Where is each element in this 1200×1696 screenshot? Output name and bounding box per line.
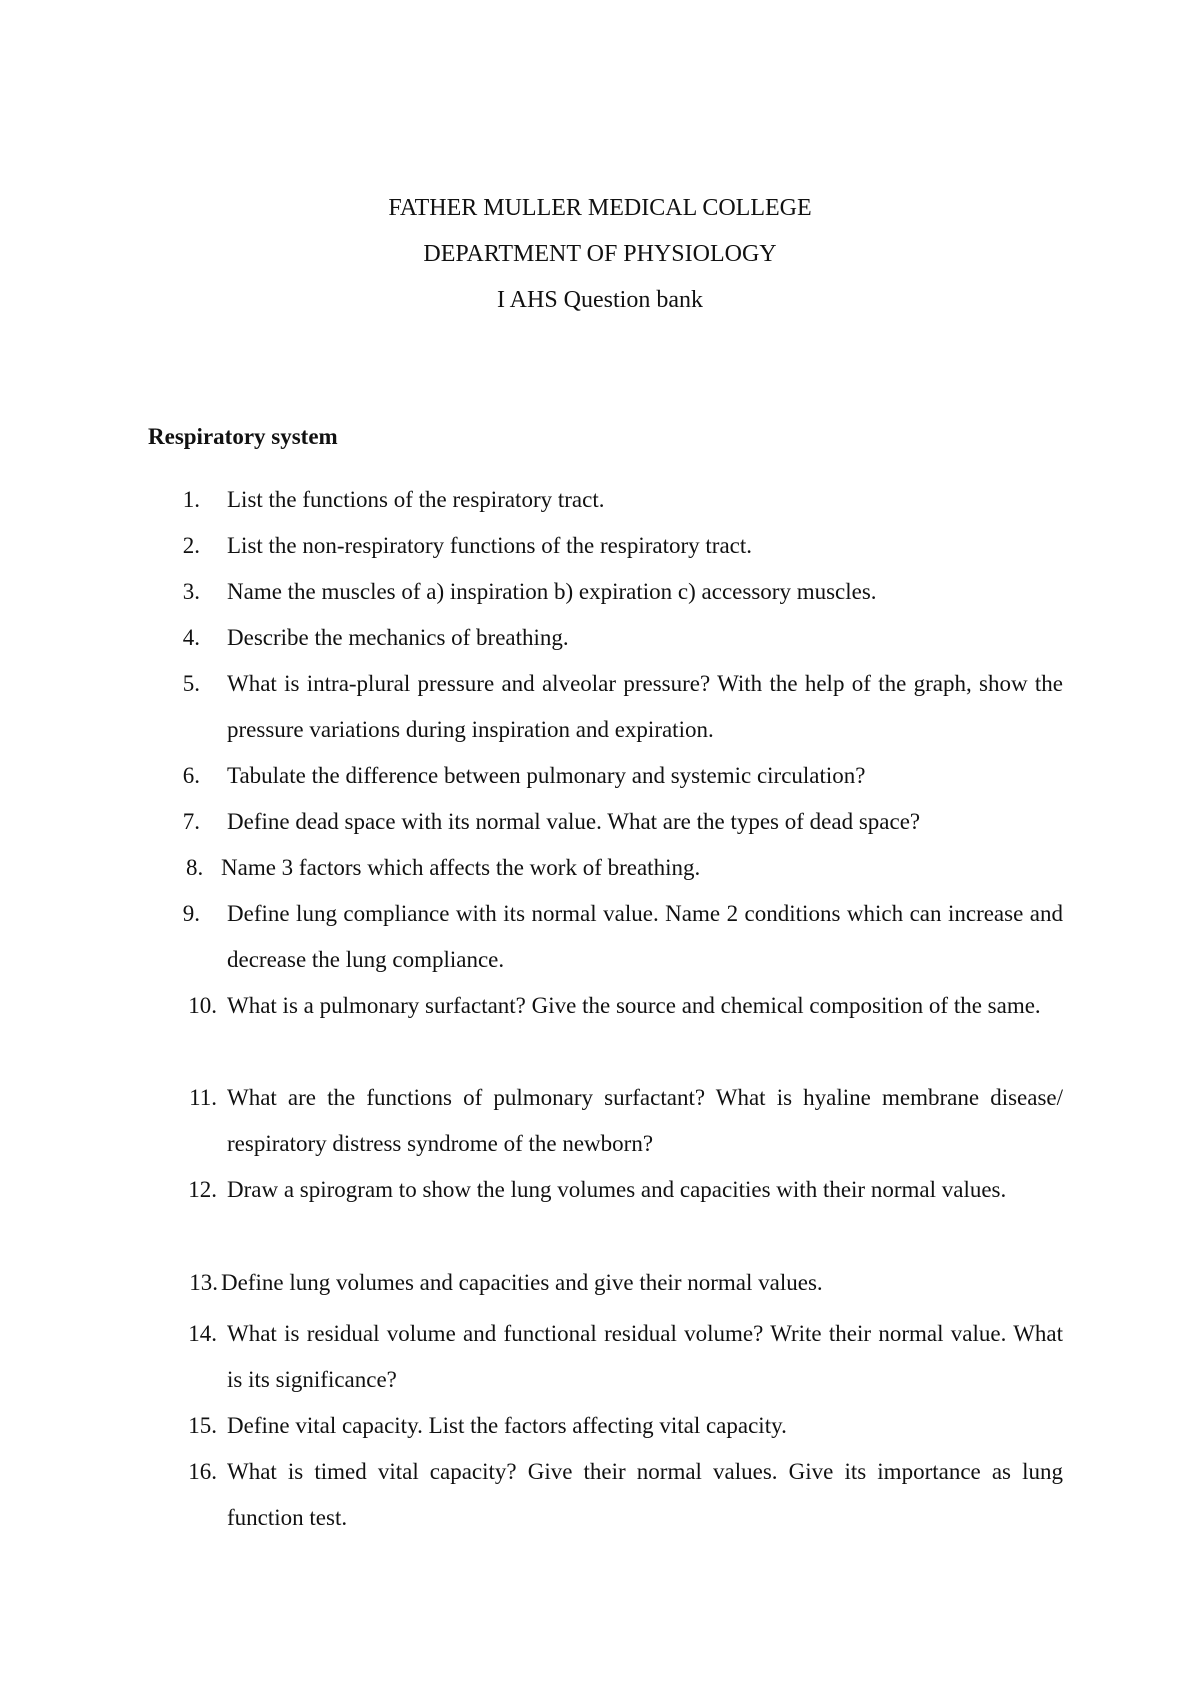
question-number: 11. xyxy=(189,1085,217,1110)
question-text: What is timed vital capacity? Give their normal values. Give its importance as lung function test. xyxy=(227,1459,1063,1530)
question-text: Tabulate the difference between pulmonary and systemic circulation? xyxy=(227,763,866,788)
question-text: What is residual volume and functional residual volume? Write their normal value. What is its significance? xyxy=(227,1321,1063,1392)
question-text: Define lung compliance with its normal value. Name 2 conditions which can increase and decrease the lung compliance. xyxy=(227,901,1063,972)
question-text: List the non-respiratory functions of the respiratory tract. xyxy=(227,533,753,558)
question-text: Define vital capacity. List the factors affecting vital capacity. xyxy=(227,1413,787,1438)
question-text: Name 3 factors which affects the work of breathing. xyxy=(221,855,701,880)
question-text: What is intra-plural pressure and alveolar pressure? With the help of the graph, show the pressure variations during inspiration and expiration. xyxy=(227,671,1063,742)
question-number: 6. xyxy=(182,763,200,788)
question-number: 4. xyxy=(182,625,200,650)
question-number: 2. xyxy=(182,533,200,558)
question-number: 15. xyxy=(188,1413,217,1438)
question-text: Describe the mechanics of breathing. xyxy=(227,625,569,650)
section-title: Respiratory system xyxy=(148,424,338,449)
question-number: 5. xyxy=(182,671,200,696)
question-number: 10. xyxy=(188,993,217,1018)
question-number: 14. xyxy=(188,1321,217,1346)
question-text: What is a pulmonary surfactant? Give the source and chemical composition of the same. xyxy=(227,993,1041,1018)
question-number: 12. xyxy=(188,1177,217,1202)
question-text: Define lung volumes and capacities and give their normal values. xyxy=(221,1270,823,1295)
question-number: 1. xyxy=(182,487,200,512)
question-number: 13. xyxy=(189,1270,218,1295)
question-number: 7. xyxy=(182,809,200,834)
question-text: Name the muscles of a) inspiration b) expiration c) accessory muscles. xyxy=(227,579,877,604)
question-number: 8. xyxy=(186,855,204,880)
question-number: 9. xyxy=(182,901,200,926)
question-text: List the functions of the respiratory tract. xyxy=(227,487,605,512)
question-text: What are the functions of pulmonary surfactant? What is hyaline membrane disease/ respiratory distress syndrome of the newborn? xyxy=(227,1085,1063,1156)
question-number: 16. xyxy=(188,1459,217,1484)
question-text: Define dead space with its normal value. What are the types of dead space? xyxy=(227,809,921,834)
department-name: DEPARTMENT OF PHYSIOLOGY xyxy=(423,241,777,267)
question-text: Draw a spirogram to show the lung volumes and capacities with their normal values. xyxy=(227,1177,1007,1202)
college-name: FATHER MULLER MEDICAL COLLEGE xyxy=(388,195,812,221)
question-number: 3. xyxy=(182,579,200,604)
document-title: I AHS Question bank xyxy=(497,287,703,313)
